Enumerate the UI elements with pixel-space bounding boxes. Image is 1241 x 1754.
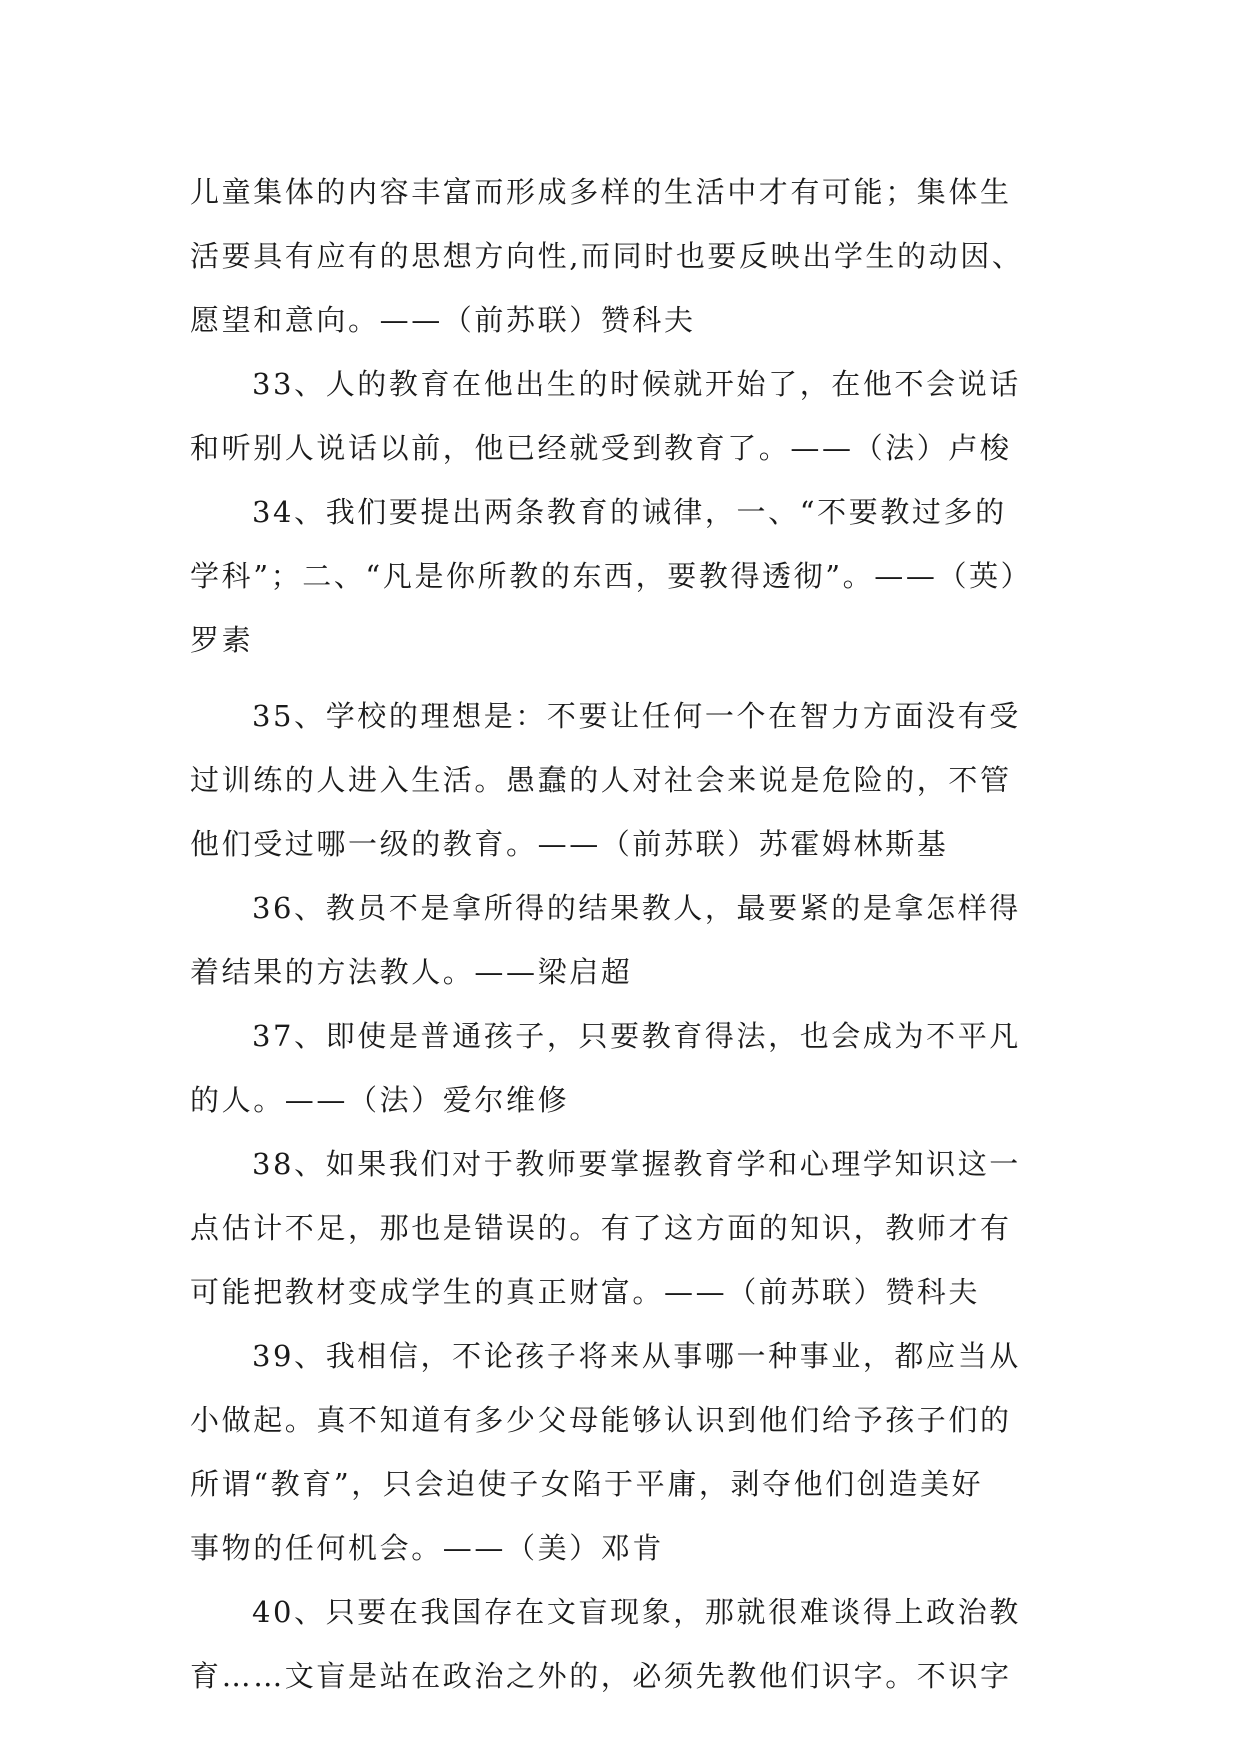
text-line: 育……文盲是站在政治之外的，必须先教他们识字。不识字: [190, 1659, 1012, 1693]
quote-paragraph-36: [190, 876, 1090, 1004]
quote-paragraph-33: [190, 352, 1090, 480]
text-line: 罗素: [190, 623, 254, 657]
quote-paragraph-35: [190, 684, 1090, 876]
paragraph-continuation: [190, 160, 1090, 352]
text-line: 可能把教材变成学生的真正财富。——（前苏联）赞科夫: [190, 1275, 981, 1309]
text-line: 37、即使是普通孩子，只要教育得法，也会成为不平凡: [252, 1019, 1021, 1053]
text-line: 着结果的方法教人。——梁启超: [190, 955, 633, 989]
text-line: 活要具有应有的思想方向性,而同时也要反映出学生的动因、: [190, 239, 1024, 273]
text-line: 学科”；二、“凡是你所教的东西，要教得透彻”。——（英）: [190, 559, 1033, 593]
text-line: 小做起。真不知道有多少父母能够认识到他们给予孩子们的: [190, 1403, 1012, 1437]
text-line: 所谓“教育”，只会迫使子女陷于平庸，剥夺他们创造美好: [190, 1467, 984, 1501]
text-line: 愿望和意向。——（前苏联）赞科夫: [190, 303, 696, 337]
quote-paragraph-37: [190, 1004, 1090, 1132]
text-line: 儿童集体的内容丰富而形成多样的生活中才有可能；集体生: [190, 175, 1012, 209]
quote-paragraph-39: [190, 1324, 1090, 1580]
text-line: 点估计不足，那也是错误的。有了这方面的知识，教师才有: [190, 1211, 1012, 1245]
text-line: 39、我相信，不论孩子将来从事哪一种事业，都应当从: [252, 1339, 1021, 1373]
text-line: 他们受过哪一级的教育。——（前苏联）苏霍姆林斯基: [190, 827, 949, 861]
text-line: 33、人的教育在他出生的时候就开始了，在他不会说话: [252, 367, 1021, 401]
text-line: 35、学校的理想是：不要让任何一个在智力方面没有受: [252, 699, 1021, 733]
text-line: 的人。——（法）爱尔维修: [190, 1083, 570, 1117]
text-line: 38、如果我们对于教师要掌握教育学和心理学知识这一: [252, 1147, 1021, 1181]
text-line: 事物的任何机会。——（美）邓肯: [190, 1531, 665, 1565]
quote-paragraph-34: [190, 480, 1090, 672]
document-body: [190, 160, 1090, 1708]
paragraph-gap: [190, 672, 1090, 684]
text-line: 36、教员不是拿所得的结果教人，最要紧的是拿怎样得: [252, 891, 1021, 925]
quote-paragraph-40: [190, 1580, 1090, 1708]
text-line: 过训练的人进入生活。愚蠢的人对社会来说是危险的，不管: [190, 763, 1012, 797]
text-line: 和听别人说话以前，他已经就受到教育了。——（法）卢梭: [190, 431, 1012, 465]
quote-paragraph-38: [190, 1132, 1090, 1324]
text-line: 34、我们要提出两条教育的诫律，一、“不要教过多的: [252, 495, 1007, 529]
text-line: 40、只要在我国存在文盲现象，那就很难谈得上政治教: [252, 1595, 1021, 1629]
